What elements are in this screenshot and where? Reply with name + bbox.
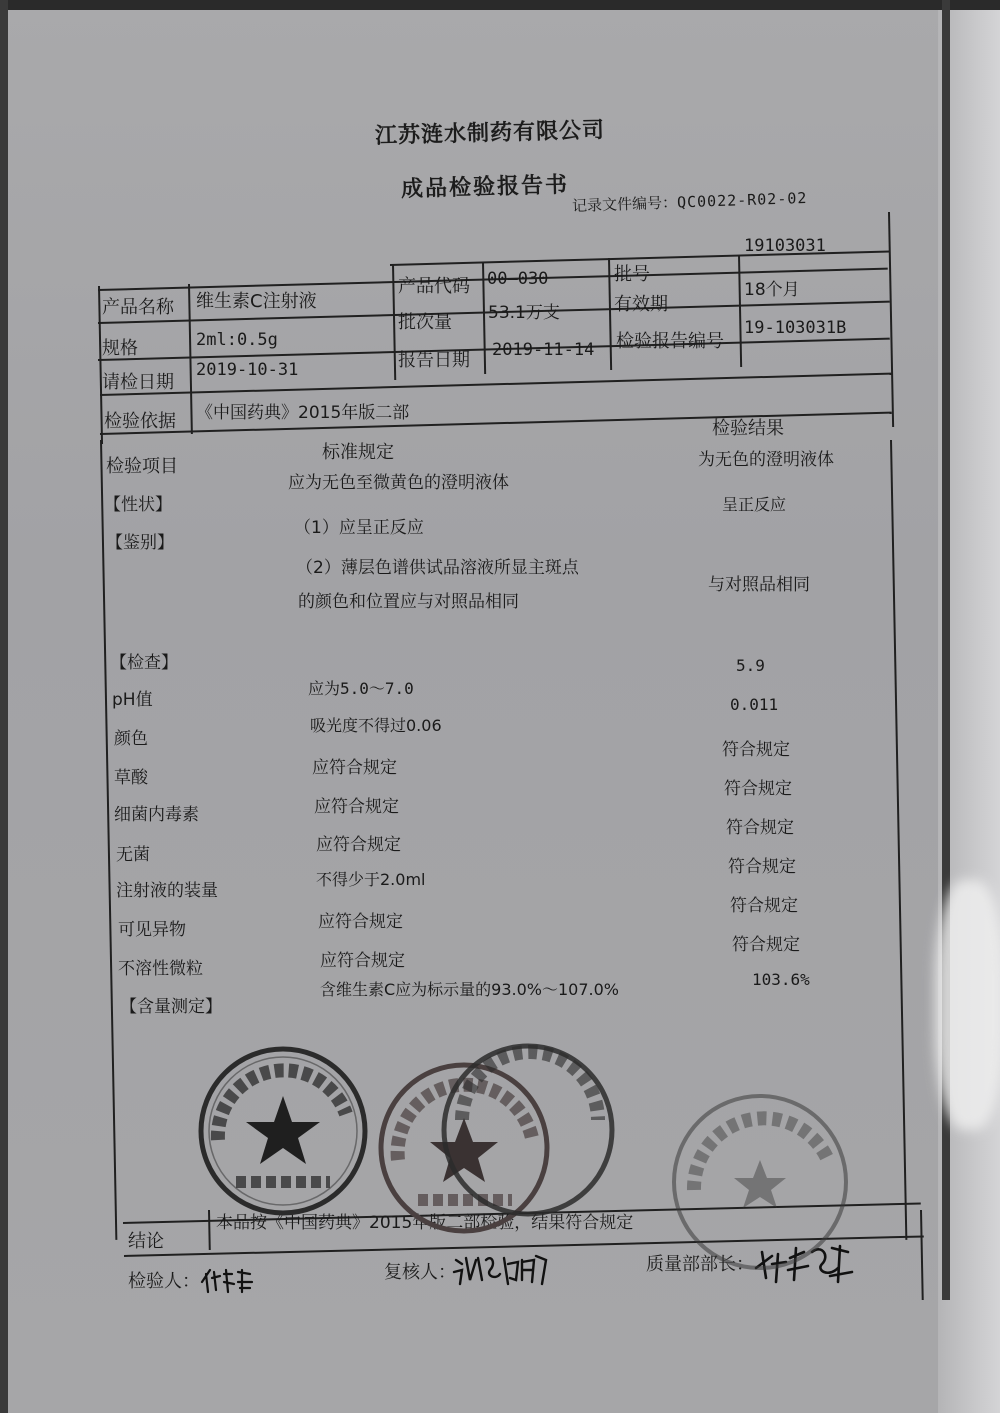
spec-value: 2ml:0.5g	[196, 330, 278, 350]
table-vline	[890, 440, 907, 1240]
row-standard: （1）应呈正反应	[294, 518, 424, 538]
product-code-value: 00—030	[487, 269, 549, 289]
table-vline	[188, 284, 193, 434]
reviewer-label: 复核人：	[384, 1262, 456, 1283]
row-item: 无菌	[116, 845, 150, 865]
row-standard: 不得少于2.0ml	[316, 870, 426, 889]
batch-qty-value: 53.1万支	[488, 303, 560, 323]
row-item: 草酸	[114, 768, 148, 788]
spec-label: 规格	[102, 338, 138, 359]
record-label: 记录文件编号：	[571, 193, 678, 216]
row-standard: 的颜色和位置应与对照品相同	[298, 592, 519, 612]
column-header-result: 检验结果	[712, 418, 784, 439]
report-date-value: 2019-11-14	[492, 340, 595, 360]
row-item: 细菌内毒素	[114, 805, 199, 825]
row-item: 【检查】	[110, 653, 178, 673]
basis-value: 《中国药典》2015年版二部	[196, 403, 410, 423]
row-standard: （2）薄层色谱供试品溶液所显主斑点	[296, 558, 579, 578]
qa-department-seal	[668, 1090, 852, 1274]
row-item: pH值	[112, 690, 153, 710]
inspector-label: 检验人：	[128, 1271, 200, 1292]
product-name-label: 产品名称	[102, 297, 174, 318]
row-standard: 吸光度不得过0.06	[310, 716, 442, 735]
row-standard: 应符合规定	[312, 758, 397, 778]
row-result: 符合规定	[726, 818, 794, 838]
row-item: 不溶性微粒	[118, 959, 203, 979]
batch-no-label: 批号	[614, 264, 650, 285]
reviewer-signature	[452, 1250, 552, 1290]
company-name: 江苏涟水制药有限公司	[374, 117, 606, 150]
request-date-value: 2019-10-31	[196, 360, 299, 380]
product-code-label: 产品代码	[398, 276, 470, 297]
conclusion-text: 本品按《中国药典》2015年版二部检验，结果符合规定	[216, 1213, 634, 1233]
basis-label: 检验依据	[104, 411, 176, 432]
row-item: 【鉴别】	[106, 533, 174, 553]
column-header-standard: 标准规定	[322, 442, 394, 463]
row-result: 0.011	[730, 695, 779, 714]
report-no-label: 检验报告编号	[616, 331, 724, 352]
batch-no-value: 19103031	[744, 236, 826, 256]
inspector-signature	[198, 1264, 258, 1296]
row-standard: 应为5.0～7.0	[308, 679, 414, 698]
row-item: 颜色	[114, 729, 148, 749]
conclusion-label: 结论	[128, 1231, 164, 1252]
table-vline	[100, 440, 117, 1240]
record-value: QC0022-R02-02	[676, 188, 808, 212]
request-date-label: 请检日期	[102, 372, 174, 393]
row-result: 符合规定	[730, 896, 798, 916]
validity-label: 有效期	[614, 294, 668, 315]
qa-label: 质量部部长：	[646, 1254, 754, 1275]
row-item: 【性状】	[104, 495, 172, 515]
row-result: 为无色的澄明液体	[698, 450, 834, 470]
row-standard: 应符合规定	[314, 797, 399, 817]
row-standard: 应符合规定	[318, 912, 403, 932]
row-result: 符合规定	[728, 857, 796, 877]
validity-value: 18个月	[744, 280, 800, 300]
row-result: 5.9	[736, 656, 765, 675]
batch-qty-label: 批次量	[398, 312, 452, 333]
row-result: 103.6%	[752, 970, 810, 989]
table-vline	[920, 1210, 924, 1300]
row-result: 符合规定	[722, 740, 790, 760]
report-date-label: 报告日期	[398, 350, 470, 371]
report-no-value: 19-103031B	[744, 318, 847, 338]
column-header-item: 检验项目	[106, 456, 178, 477]
row-item: 【含量测定】	[120, 997, 222, 1017]
row-result: 符合规定	[732, 935, 800, 955]
row-result: 呈正反应	[722, 495, 787, 514]
row-result: 符合规定	[724, 779, 792, 799]
product-name-value: 维生素C注射液	[196, 291, 317, 312]
row-item: 可见异物	[118, 920, 186, 940]
row-standard: 应为无色至微黄色的澄明液体	[288, 473, 509, 493]
row-standard: 含维生素C应为标示量的93.0%～107.0%	[320, 980, 620, 999]
row-item: 注射液的装量	[116, 881, 218, 901]
table-vline	[888, 212, 894, 427]
document-title: 成品检验报告书	[400, 172, 570, 203]
row-result: 与对照品相同	[708, 575, 810, 595]
company-seal	[438, 1040, 618, 1220]
row-standard: 应符合规定	[320, 951, 405, 971]
quality-seal-1	[196, 1044, 370, 1218]
row-standard: 应符合规定	[316, 835, 401, 855]
